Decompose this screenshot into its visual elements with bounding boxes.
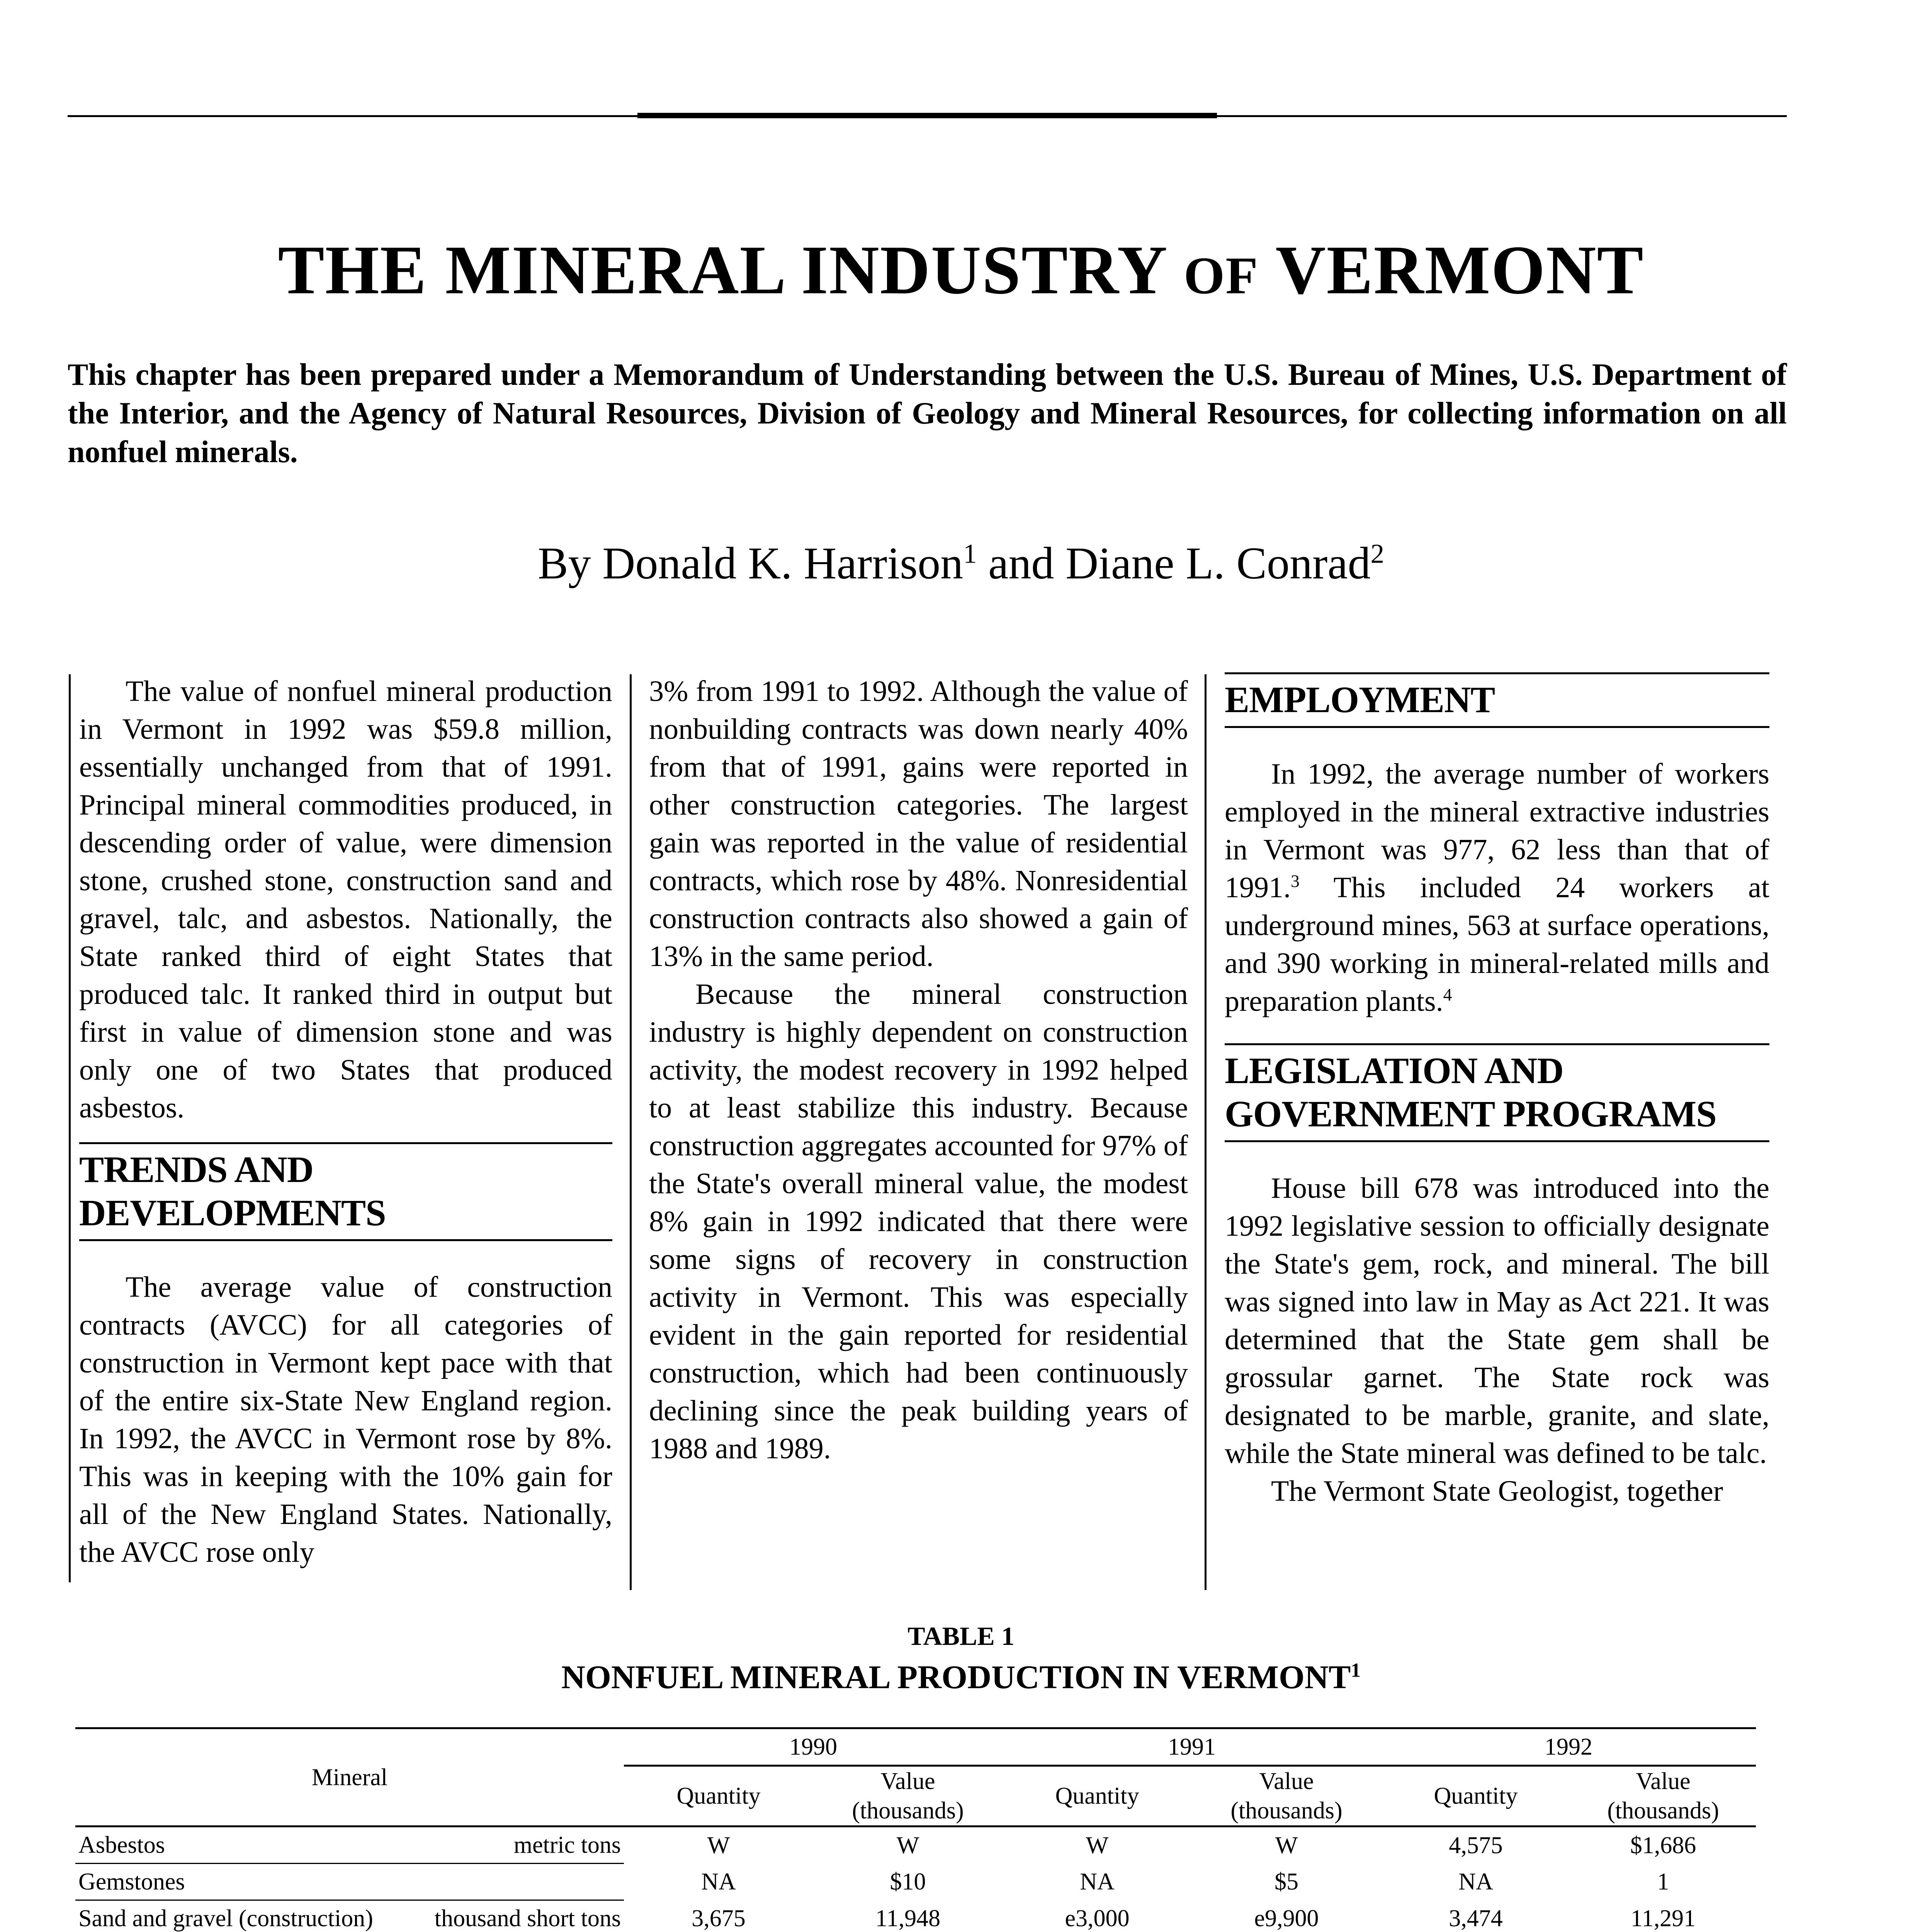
preface-note: This chapter has been prepared under a Memorandum of Understanding between the U.S. Bureau of Mines, U.S. Department of the Interior, and the Agency of Natural Resources, Division of Geology and Mineral Resources, for collecting information on all nonfuel minerals. (68, 358, 1787, 469)
trends-paragraph-cont: 3% from 1991 to 1992. Although the value of nonbuilding contracts was down nearly 40% from that of 1991, gains were reported in other construction categories. The largest gain was reported in the value of residential contracts, which rose by 48%. Nonresidential construction contracts also showed a gain of 13% in the same period. (649, 675, 1188, 973)
table-cell: 3,474 (1449, 1905, 1503, 1932)
year-header: 1990 (624, 1728, 1003, 1766)
table-title: NONFUEL MINERAL PRODUCTION IN VERMONT$^1$ (561, 1658, 1361, 1696)
heading-trends: TRENDS AND DEVELOPMENTS (79, 1142, 612, 1241)
year-header: 1991 (1003, 1728, 1381, 1766)
column-rule-2 (1205, 674, 1207, 1590)
construction-paragraph: Because the mineral construction industry is highly dependent on construction activity, the modest recovery in 1992 helped to at least stabilize this industry. Because construction aggregates accounted for 97% of the State's overall mineral value, the modest 8% gain in 1992 indicated that there were some signs of recovery in construction activity in Vermont. This was especially evident in the gain reported for residential construction, which had been continuously declining since the peak building years of 1988 and 1989. (649, 978, 1188, 1465)
table-cell: NA (701, 1869, 736, 1895)
table-cell: NA (1080, 1869, 1115, 1895)
heading-legislation: LEGISLATION AND GOVERNMENT PROGRAMS (1225, 1043, 1769, 1142)
table-cell: W (1086, 1832, 1109, 1859)
table-cell: W (707, 1832, 730, 1859)
intro-paragraph: The value of nonfuel mineral production in Vermont in 1992 was $59.8 million, essentially unchanged from that of 1991. Principal mineral commodities produced, in descending order of value, were dimension stone, crushed stone, construction sand and gravel, talc, and asbestos. Nationally, the State ranked third of eight States that produced talc. It ranked third in output but first in value of dimension stone and was only one of two States that produced asbestos. (79, 675, 612, 1124)
row-label: Gemstones (75, 1864, 624, 1900)
geologist-paragraph: The Vermont State Geologist, together (1271, 1475, 1723, 1507)
value-header: Value (thousands) (813, 1766, 1003, 1827)
table-cell: $10 (890, 1869, 926, 1895)
table-cell: $1,686 (1630, 1832, 1696, 1859)
column-rule-1 (630, 674, 632, 1590)
employment-paragraph: In 1992, the average number of workers employed in the mineral extractive industries in Vermont was 977, 62 less than that of 1991.$^3$ This included 24 workers at underground mines, 563 at surface operations, and 390 working in mineral-related mills and preparation plants.$^4$ (1225, 758, 1769, 1017)
year-header: 1992 (1381, 1728, 1756, 1766)
table-cell: 11,291 (1630, 1905, 1696, 1932)
trends-paragraph: The average value of construction contracts (AVCC) for all categories of construction in Vermont kept pace with that of the entire six-State New England region. In 1992, the AVCC in Vermont rose by 8%. This was in keeping with the 10% gain for all of the New England States. Nationally, the AVCC rose only (79, 1271, 612, 1568)
table-cell: e9,900 (1254, 1905, 1319, 1932)
table-row (75, 1827, 1756, 1864)
column-1 (79, 672, 612, 1571)
top-rule-accent (637, 113, 1217, 118)
table-cell: 11,948 (875, 1905, 941, 1932)
value-header: Value (thousands) (1570, 1766, 1756, 1827)
value-header: Value (thousands) (1192, 1766, 1381, 1827)
table-cell: W (896, 1832, 919, 1859)
table-year-row (75, 1728, 1756, 1766)
column-3 (1225, 672, 1769, 1510)
legislation-paragraph: House bill 678 was introduced into the 1992 legislative session to officially designate the State's gem, rock, and mineral. The bill was signed into law in May as Act 221. It was determined that the State gem shall be grossular garnet. The State rock was designated to be marble, granite, and slate, while the State mineral was defined to be talc. (1225, 1172, 1769, 1469)
table-cell: e3,000 (1065, 1905, 1130, 1932)
mineral-production-table (75, 1727, 1756, 1932)
column-rule-left (69, 674, 71, 1582)
table-caption: TABLE 1 (907, 1621, 1015, 1651)
author-line: By Donald K. Harrison$^1$ and Diane L. Conrad$^2$ (537, 538, 1385, 588)
mineral-header: Mineral (75, 1728, 624, 1827)
table-row (75, 1864, 1756, 1900)
column-2 (649, 672, 1188, 1468)
page-title: THE MINERAL INDUSTRY OF VERMONT (278, 231, 1644, 308)
table-row (75, 1900, 1756, 1932)
quantity-header: Quantity (1381, 1766, 1570, 1827)
table-cell: 3,675 (692, 1905, 746, 1932)
table-cell: $5 (1275, 1869, 1298, 1895)
table-cell: 1 (1657, 1869, 1669, 1895)
row-label: Sand and gravel (construction) thousand short tons (75, 1900, 624, 1932)
table-cell: W (1275, 1832, 1298, 1859)
quantity-header: Quantity (1003, 1766, 1192, 1827)
heading-employment: EMPLOYMENT (1225, 672, 1769, 728)
row-label: Asbestos metric tons (75, 1827, 624, 1864)
table-cell: 4,575 (1449, 1832, 1503, 1859)
quantity-header: Quantity (624, 1766, 813, 1827)
table-cell: NA (1458, 1869, 1493, 1895)
